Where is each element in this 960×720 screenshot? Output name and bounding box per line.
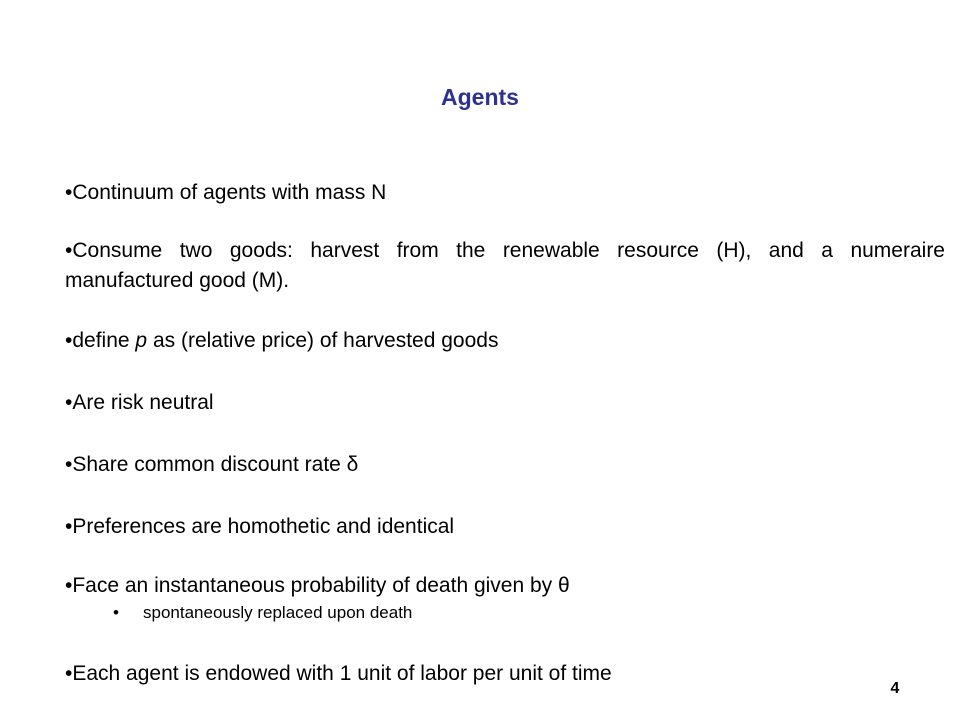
bullet-dot: •: [65, 662, 73, 685]
bullet-item: [65, 571, 945, 601]
bullet-item: [65, 236, 945, 296]
bullet-text: Preferences are homothetic and identical: [72, 515, 455, 538]
bullet-text: Face an instantaneous probability of death given by θ: [72, 574, 570, 597]
bullet-dot: •: [65, 239, 73, 262]
sub-bullet-text: spontaneously replaced upon death: [143, 603, 413, 622]
page-number: 4: [890, 680, 900, 697]
bullet-dot: •: [65, 574, 73, 597]
bullet-text: Consume two goods: harvest from the renewable resource (H), and a numeraire manufactured good (M).: [65, 239, 945, 292]
bullet-item: [65, 512, 945, 542]
bullet-text: Are risk neutral: [72, 391, 214, 414]
bullet-item: [65, 659, 945, 689]
bullet-item: [65, 326, 945, 356]
sub-bullet-dot: •: [113, 603, 119, 622]
bullet-item: [65, 178, 945, 208]
bullet-dot: •: [65, 391, 73, 414]
slide-title: Agents: [441, 84, 519, 110]
bullet-item: [65, 388, 945, 418]
bullet-dot: •: [65, 181, 73, 204]
bullet-dot: •: [65, 453, 73, 476]
bullet-text: Share common discount rate δ: [72, 453, 359, 476]
price-variable: p: [135, 329, 148, 352]
bullet-text-suffix: as (relative price) of harvested goods: [147, 329, 499, 352]
sub-bullet-item: [113, 601, 412, 625]
bullet-dot: •: [65, 515, 73, 538]
bullet-text: Continuum of agents with mass N: [72, 181, 387, 204]
bullet-text: Each agent is endowed with 1 unit of labor per unit of time: [72, 662, 612, 685]
bullet-text-prefix: define: [72, 329, 136, 352]
bullet-item: [65, 450, 945, 480]
bullet-dot: •: [65, 329, 73, 352]
